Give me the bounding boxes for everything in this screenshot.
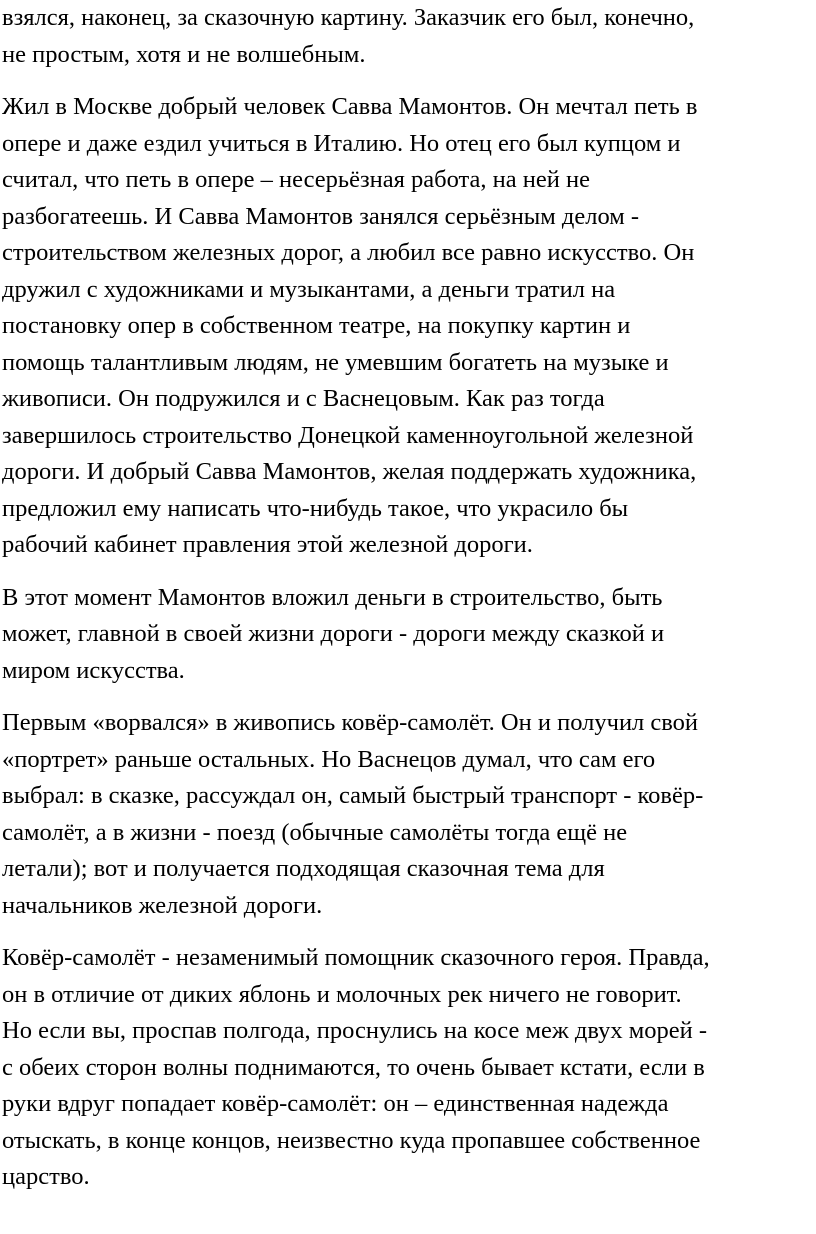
- text-line: Жил в Москве добрый человек Савва Мамонтов. Он мечтал петь в: [2, 93, 698, 120]
- text-line: начальников железной дороги.: [2, 891, 323, 919]
- text-line: дороги. И добрый Савва Мамонтов, желая поддержать художника,: [2, 458, 697, 485]
- text-line: миром искусства.: [2, 656, 185, 684]
- text-line: не простым, хотя и не волшебным.: [2, 40, 366, 68]
- text-line: руки вдруг попадает ковёр-самолёт: он – единственная надежда: [2, 1090, 669, 1117]
- text-line: самолёт, а в жизни - поезд (обычные самолёты тогда ещё не: [2, 818, 628, 846]
- text-line: В этот момент Мамонтов вложил деньги в строительство, быть: [2, 583, 663, 611]
- paragraph-5: [2, 940, 814, 1196]
- text-line: предложил ему написать что-нибудь такое, что украсило бы: [2, 494, 629, 522]
- text-line: постановку опер в собственном театре, на покупку картин и: [2, 312, 631, 339]
- paragraph-4: [2, 705, 814, 924]
- text-line: он в отличие от диких яблонь и молочных рек ничего не говорит.: [2, 980, 682, 1008]
- text-line: может, главной в своей жизни дороги - дороги между сказкой и: [2, 620, 665, 647]
- text-line: завершилось строительство Донецкой каменноугольной железной: [2, 421, 694, 449]
- text-line: Но если вы, проспав полгода, проснулись на косе меж двух морей -: [2, 1017, 707, 1044]
- paragraph-2: [2, 89, 814, 564]
- text-line: Первым «ворвался» в живопись ковёр-самолёт. Он и получил свой: [2, 709, 699, 736]
- text-line: летали); вот и получается подходящая сказочная тема для: [2, 855, 605, 882]
- text-line: разбогатеешь. И Савва Мамонтов занялся серьёзным делом -: [2, 202, 640, 230]
- text-line: считал, что петь в опере – несерьёзная работа, на ней не: [2, 166, 590, 193]
- text-line: дружил с художниками и музыкантами, а деньги тратил на: [2, 275, 616, 303]
- document-page: [2, 0, 814, 1212]
- text-line: живописи. Он подружился и с Васнецовым. Как раз тогда: [2, 385, 605, 412]
- paragraph-1: [2, 0, 814, 73]
- text-line: выбрал: в сказке, рассуждал он, самый быстрый транспорт - ковёр-: [2, 782, 704, 809]
- text-line: строительством железных дорог, а любил все равно искусство. Он: [2, 239, 695, 266]
- paragraph-3: [2, 580, 814, 690]
- text-line: «портрет» раньше остальных. Но Васнецов думал, что сам его: [2, 745, 656, 773]
- text-line: отыскать, в конце концов, неизвестно куда пропавшее собственное: [2, 1126, 701, 1154]
- text-line: рабочий кабинет правления этой железной дороги.: [2, 531, 533, 558]
- text-line: Ковёр-самолёт - незаменимый помощник сказочного героя. Правда,: [2, 944, 710, 971]
- text-line: опере и даже ездил учиться в Италию. Но отец его был купцом и: [2, 129, 681, 157]
- text-line: царство.: [2, 1163, 90, 1190]
- text-line: взялся, наконец, за сказочную картину. Заказчик его был, конечно,: [2, 4, 695, 31]
- text-line: с обеих сторон волны поднимаются, то очень бывает кстати, если в: [2, 1053, 705, 1081]
- text-line: помощь талантливым людям, не умевшим богатеть на музыке и: [2, 348, 669, 376]
